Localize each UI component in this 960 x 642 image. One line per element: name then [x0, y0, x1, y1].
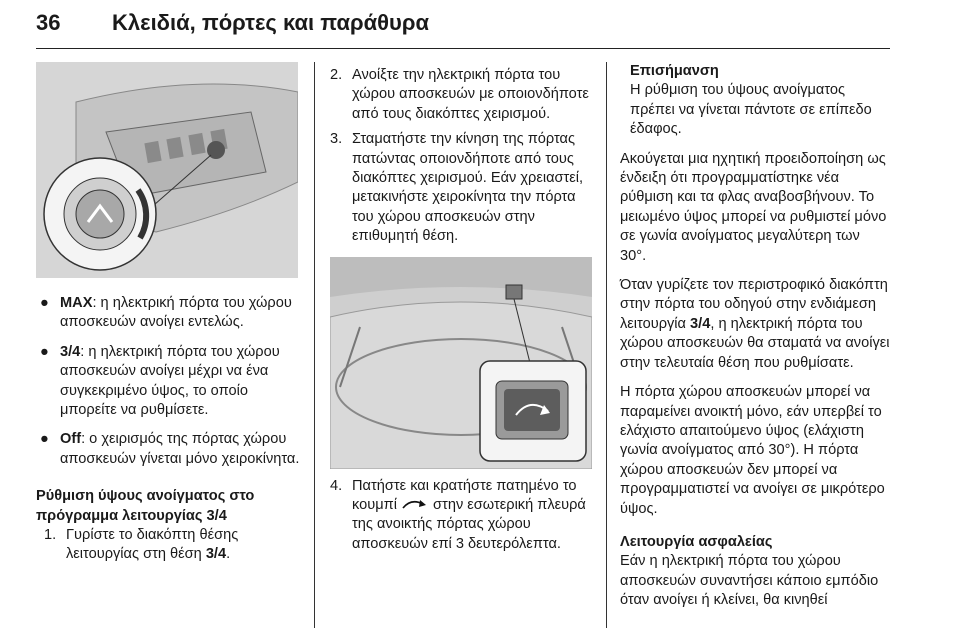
column-divider: [606, 62, 607, 628]
list-item: 1. Γυρίστε το διακόπτη θέσης λειτουργίας στη θέση 3/4.: [44, 527, 239, 563]
column-divider: [314, 62, 315, 628]
paragraph: Η πόρτα χώρου αποσκευών μπορεί να παραμείνει ανοικτή μόνο, εάν υπερβεί το ελάχιστο απαιτούμενο ύψος (ελάχιστη γωνία ανοίγματος από 30°). Η πόρτα χώρου αποσκευών δεν μπορεί να προγραμματιστεί να ανοίγει σε μικρότερο ύψος.: [620, 384, 885, 517]
column-1: [36, 62, 300, 565]
column-3: [620, 62, 890, 611]
section-heading: Λειτουργία ασφαλείας: [620, 533, 773, 550]
page-header: [36, 4, 890, 49]
section-heading: Ρύθμιση ύψους ανοίγματος στο πρόγραμμα λειτουργίας 3/4: [36, 488, 255, 524]
list-item: 2. Ανοίξτε την ηλεκτρική πόρτα του χώρου αποσκευών με οποιονδήποτε από τους διακόπτες χειρισμού.: [330, 67, 589, 122]
door-switch-illustration: [36, 62, 298, 278]
note-text: Η ρύθμιση του ύψους ανοίγματος πρέπει να γίνεται πάντοτε σε επίπεδο έδαφος.: [630, 82, 872, 138]
column-2: [330, 62, 592, 554]
page-number: 36: [36, 10, 61, 35]
page-title: Κλειδιά, πόρτες και παράθυρα: [112, 10, 429, 35]
tailgate-button-illustration: [330, 257, 592, 469]
note-box: [620, 62, 890, 140]
tailgate-icon: [401, 498, 429, 510]
list-item: ● MAX: η ηλεκτρική πόρτα του χώρου αποσκευών ανοίγει εντελώς.: [40, 295, 292, 331]
paragraph: Όταν γυρίζετε τον περιστροφικό διακόπτη στην πόρτα του οδηγού στην ενδιάμεση λειτουργία 3/4, η ηλεκτρική πόρτα του χώρου αποσκευών θα σταματά να ανοίγει στην τελευταία θέση που ρυθμίσατε.: [620, 277, 890, 371]
list-item: ● 3/4: η ηλεκτρική πόρτα του χώρου αποσκευών ανοίγει μέχρι να ένα συγκεκριμένο ύψος, το οποίο μπορείτε να ρυθμίσετε.: [40, 343, 280, 419]
paragraph: Εάν η ηλεκτρική πόρτα του χώρου αποσκευών συναντήσει κάποιο εμπόδιο όταν ανοίγει ή κλείνει, θα κινηθεί: [620, 553, 879, 609]
paragraph: Ακούγεται μια ηχητική προειδοποίηση ως ένδειξη ότι προγραμματίστηκε νέα ρύθμιση και τα φλας αναβοσβήνουν. Το μειωμένο ύψος μπορεί να ρυθμιστεί μόνο σε γωνία ανοίγματος μεγαλύτερη των 30°.: [620, 150, 887, 264]
list-item: ● Off: ο χειρισμός της πόρτας χώρου αποσκευών γίνεται μόνο χειροκίνητα.: [40, 431, 300, 467]
list-item: 3. Σταματήστε την κίνηση της πόρτας πατώντας οποιονδήποτε από τους διακόπτες χειρισμού. Εάν χρειαστεί, μετακινήστε χειροκίνητα την πόρτα του χώρου αποσκευών στην επιθυμητή θέση.: [330, 131, 584, 245]
note-title: Επισήμανση: [630, 63, 719, 79]
list-item: 4. Πατήστε και κρατήστε πατημένο το κουμπί στην εσωτερική πλευρά της ανοικτής πόρτας χώρου αποσκευών επί 3 δευτερόλεπτα.: [330, 477, 586, 552]
